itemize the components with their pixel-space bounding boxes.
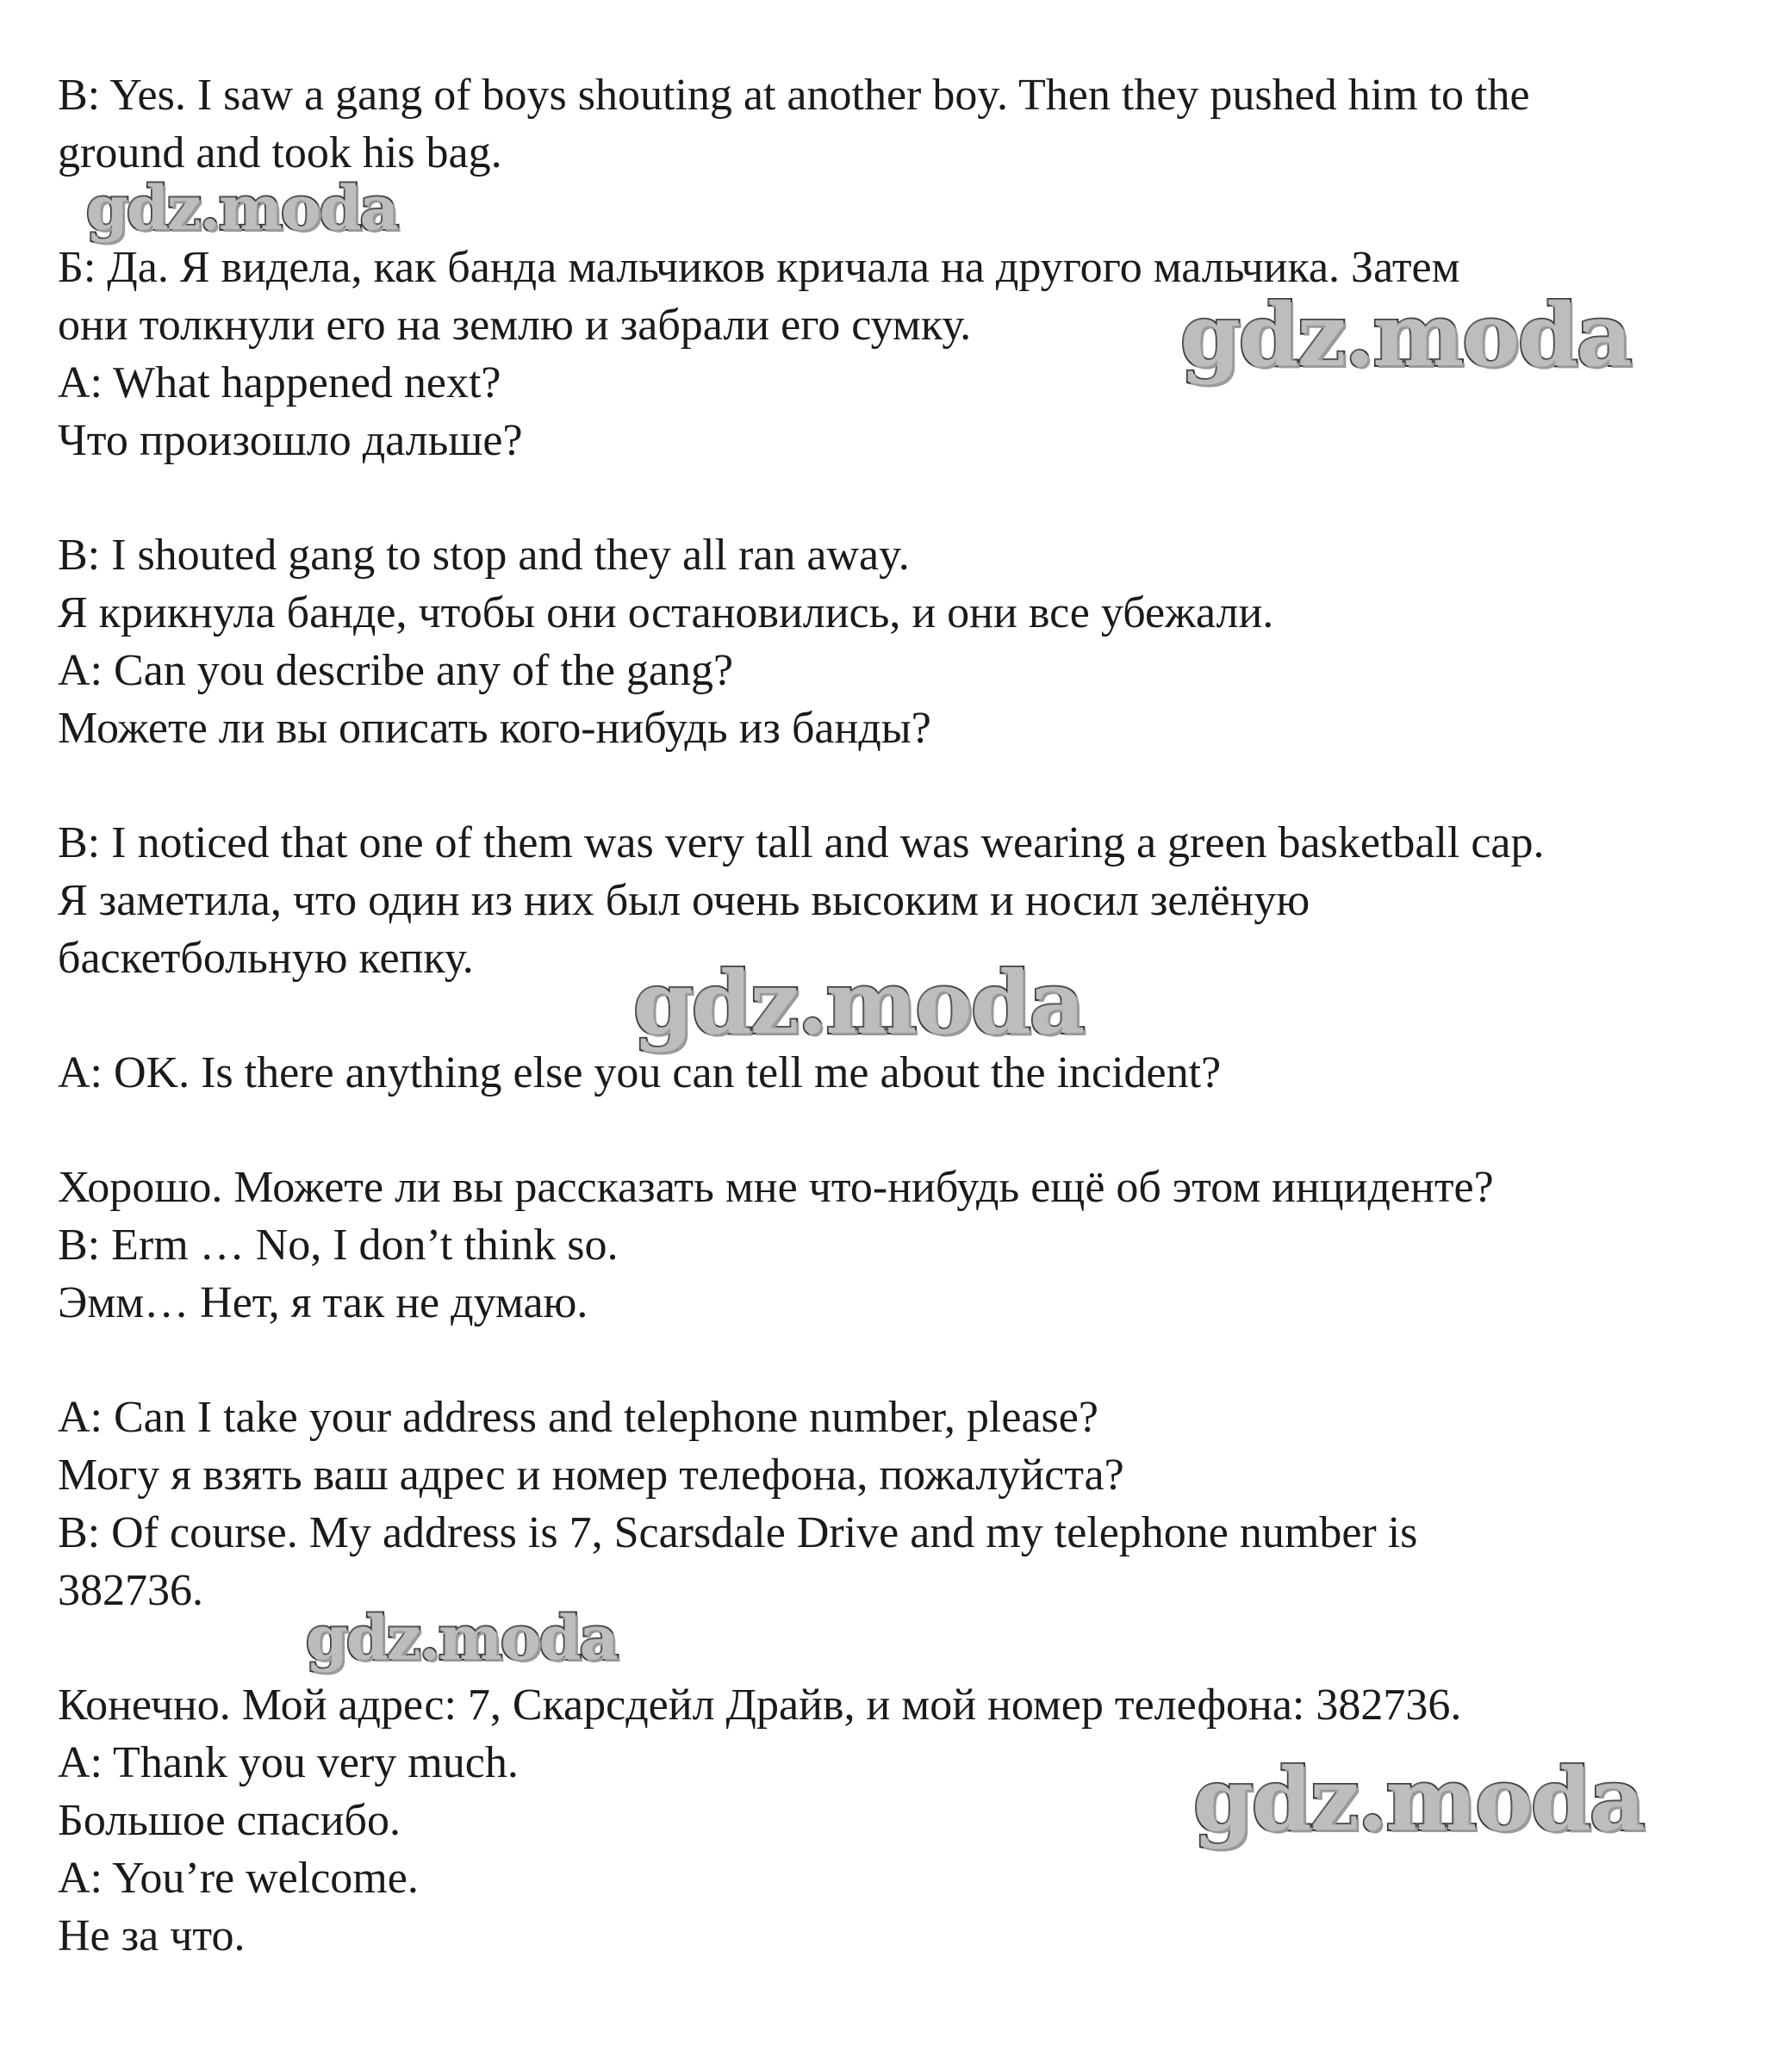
text-line: B: I noticed that one of them was very tall and was wearing a green basketball cap. <box>58 818 1545 867</box>
text-line: B: Erm … No, I don’t think so. <box>58 1221 619 1270</box>
text-line: Конечно. Мой адрес: 7, Скарсдейл Драйв, и мой номер телефона: 382736. <box>58 1681 1462 1730</box>
text-line: Б: Да. Я видела, как банда мальчиков кричала на другого мальчика. Затем <box>58 243 1460 292</box>
text-line: A: You’re welcome. <box>58 1854 419 1903</box>
text-line: Что произошло дальше? <box>58 416 523 465</box>
text-line: A: Can you describe any of the gang? <box>58 646 734 695</box>
text-line: 382736. <box>58 1566 203 1615</box>
text-line: B: Of course. My address is 7, Scarsdale Drive and my telephone number is <box>58 1508 1418 1557</box>
text-line: Могу я взять ваш адрес и номер телефона, пожалуйста? <box>58 1451 1124 1500</box>
watermark-logo: gdz.moda <box>1180 284 1631 386</box>
text-line: Не за что. <box>58 1911 246 1960</box>
text-line: A: OK. Is there anything else you can tell me about the incident? <box>58 1048 1222 1097</box>
text-line: A: Thank you very much. <box>58 1738 519 1787</box>
watermark-logo: gdz.moda <box>86 172 398 244</box>
text-line: они толкнули его на землю и забрали его сумку. <box>58 301 972 350</box>
text-line: ground and took his bag. <box>58 128 502 177</box>
text-line: A: Can I take your address and telephone number, please? <box>58 1393 1098 1442</box>
text-line: Я крикнула банде, чтобы они остановились, и они все убежали. <box>58 588 1274 637</box>
text-line: Большое спасибо. <box>58 1796 401 1845</box>
text-line: Эмм… Нет, я так не думаю. <box>58 1278 588 1327</box>
text-line: баскетбольную кепку. <box>58 934 474 983</box>
text-line: B: Yes. I saw a gang of boys shouting at another boy. Then they pushed him to the <box>58 71 1530 120</box>
text-line: A: What happened next? <box>58 358 501 407</box>
watermark-logo: gdz.moda <box>633 952 1084 1053</box>
text-line: Можете ли вы описать кого-нибудь из банды? <box>58 704 931 753</box>
text-line: Хорошо. Можете ли вы рассказать мне что-нибудь ещё об этом инциденте? <box>58 1163 1494 1212</box>
text-line: B: I shouted gang to stop and they all ran away. <box>58 531 910 580</box>
watermark-logo: gdz.moda <box>1193 1749 1644 1850</box>
text-line: Я заметила, что один из них был очень высоким и носил зелёную <box>58 876 1310 925</box>
watermark-logo: gdz.moda <box>306 1602 618 1674</box>
